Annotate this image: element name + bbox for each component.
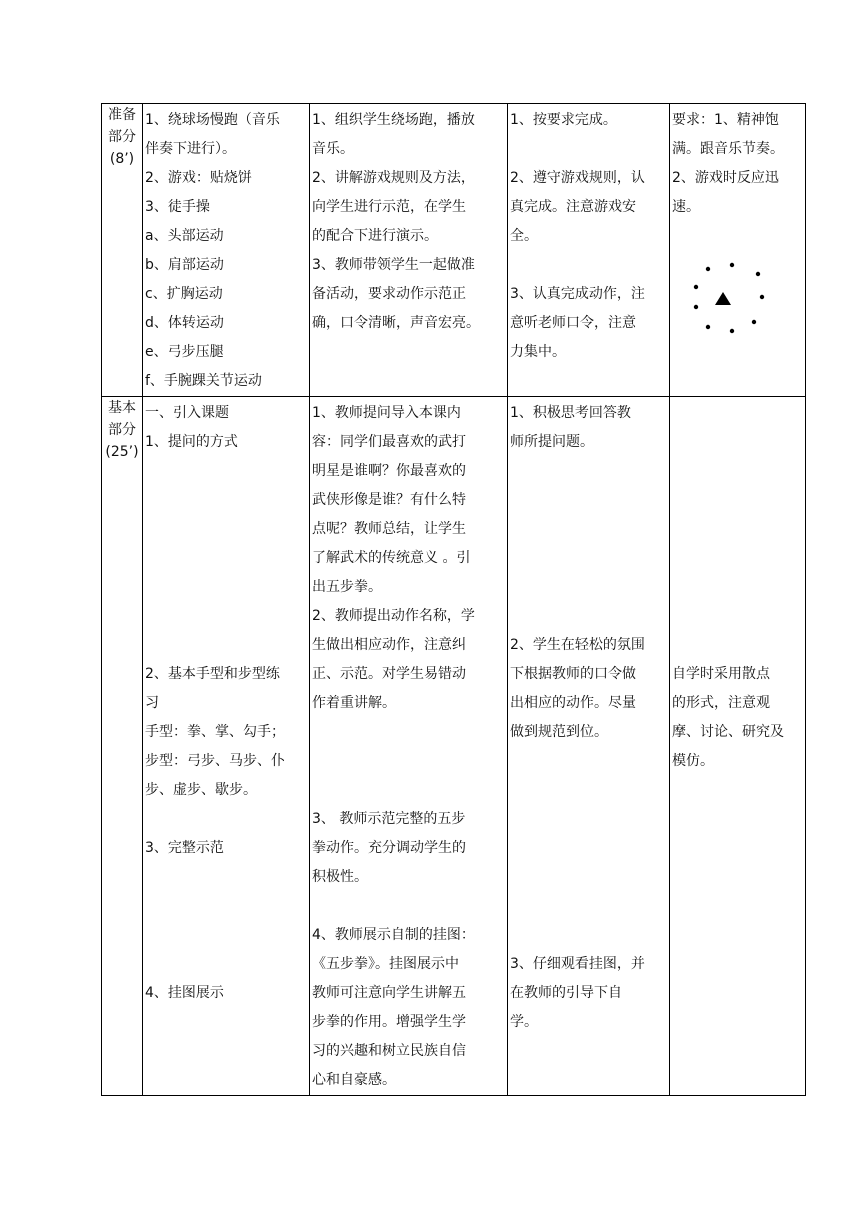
section-title-line: 基本 xyxy=(108,400,136,416)
text-line: 自学时采用散点 xyxy=(672,666,770,682)
prep-requirement-cell xyxy=(670,104,806,397)
text-line xyxy=(510,776,669,805)
text-line: 2、学生在轻松的氛围 xyxy=(510,637,645,653)
text-line: 3、徒手操 xyxy=(145,199,210,215)
text-line: 1、按要求完成。 xyxy=(510,112,617,128)
text-line: 点呢？教师总结，让学生 xyxy=(312,521,466,537)
text-line: 教师可注意向学生讲解五 xyxy=(312,985,466,1001)
text-line xyxy=(145,544,309,573)
text-line: 2、讲解游戏规则及方法， xyxy=(312,170,475,186)
text-line: 武侠形像是谁？有什么特 xyxy=(312,492,466,508)
prep-student-cell xyxy=(508,104,670,397)
text-line xyxy=(312,718,507,747)
text-line: 满。跟音乐节奏。 xyxy=(672,141,784,157)
text-line: 1、绕球场慢跑（音乐 xyxy=(145,112,280,128)
text-line xyxy=(510,135,669,164)
text-line: 学。 xyxy=(510,1014,538,1030)
text-line xyxy=(510,747,669,776)
text-line: 容：同学们最喜欢的武打 xyxy=(312,434,466,450)
text-line: b、肩部运动 xyxy=(145,257,224,273)
section-title-line: 准备 xyxy=(108,107,136,123)
text-line xyxy=(510,573,669,602)
text-line: 《五步拳》。挂图展示中 xyxy=(312,956,459,972)
text-line: 2、游戏时反应迅 xyxy=(672,170,779,186)
text-line: 师所提问题。 xyxy=(510,434,594,450)
text-line: 的配合下进行演示。 xyxy=(312,228,438,244)
text-line xyxy=(145,631,309,660)
lesson-plan-table xyxy=(101,103,806,1096)
formation-diagram-icon xyxy=(685,262,775,342)
section-title-line: (8’) xyxy=(109,151,135,167)
text-line: 音乐。 xyxy=(312,141,354,157)
text-line: f、手腕踝关节运动 xyxy=(145,373,262,389)
text-line: 真完成。注意游戏安 xyxy=(510,199,636,215)
text-line: 意听老师口令，注意 xyxy=(510,315,636,331)
text-line xyxy=(145,921,309,950)
text-line: 做到规范到位。 xyxy=(510,724,608,740)
text-line xyxy=(672,573,805,602)
text-line: 拳动作。充分调动学生的 xyxy=(312,840,466,856)
text-line: 2、基本手型和步型练 xyxy=(145,666,280,682)
text-line: 3、仔细观看挂图，并 xyxy=(510,956,645,972)
text-line: 1、教师提问导入本课内 xyxy=(312,405,461,421)
main-teacher-cell xyxy=(310,397,508,1096)
text-line: 模仿。 xyxy=(672,753,714,769)
section-title-prep xyxy=(102,104,143,397)
text-line: 作着重讲解。 xyxy=(312,695,396,711)
text-line xyxy=(145,457,309,486)
text-line: 4、教师展示自制的挂图： xyxy=(312,927,475,943)
text-line: 3、认真完成动作，注 xyxy=(510,286,645,302)
text-line: 2、游戏：贴烧饼 xyxy=(145,170,252,186)
text-line xyxy=(145,892,309,921)
text-line xyxy=(510,486,669,515)
text-line xyxy=(672,457,805,486)
section-title-line: 部分 xyxy=(108,129,136,145)
text-line xyxy=(145,515,309,544)
main-student-cell xyxy=(508,397,670,1096)
text-line xyxy=(145,805,309,834)
prep-teacher-cell xyxy=(310,104,508,397)
text-line xyxy=(672,486,805,515)
text-line: 确，口令清晰，声音宏亮。 xyxy=(312,315,480,331)
text-line: 2、遵守游戏规则，认 xyxy=(510,170,645,186)
text-line: 摩、讨论、研究及 xyxy=(672,724,784,740)
text-line: 一、引入课题 xyxy=(145,405,229,421)
text-line xyxy=(510,251,669,280)
text-line: a、头部运动 xyxy=(145,228,224,244)
text-line: 要求：1、精神饱 xyxy=(672,112,779,128)
text-line: 出相应的动作。尽量 xyxy=(510,695,636,711)
text-line: 习的兴趣和树立民族自信 xyxy=(312,1043,466,1059)
text-line xyxy=(510,544,669,573)
section-title-line: (25’) xyxy=(105,444,139,460)
text-line xyxy=(510,805,669,834)
main-content-cell xyxy=(143,397,310,1096)
text-line: 步、虚步、歇步。 xyxy=(145,782,257,798)
text-line: 伴奏下进行）。 xyxy=(145,141,236,157)
text-line xyxy=(672,399,805,428)
text-line xyxy=(510,863,669,892)
table-row-prep xyxy=(102,104,806,397)
text-line: 习 xyxy=(145,695,159,711)
prep-content-cell xyxy=(143,104,310,397)
text-line xyxy=(312,892,507,921)
text-line: 明星是谁啊？你最喜欢的 xyxy=(312,463,466,479)
text-line: 在教师的引导下自 xyxy=(510,985,622,1001)
text-line: 向学生进行示范，在学生 xyxy=(312,199,466,215)
text-line: 心和自豪感。 xyxy=(312,1072,396,1088)
text-line: 2、教师提出动作名称，学 xyxy=(312,608,475,624)
text-line: 步型：弓步、马步、仆 xyxy=(145,753,285,769)
text-line xyxy=(510,892,669,921)
text-line: e、弓步压腿 xyxy=(145,344,224,360)
text-line xyxy=(510,921,669,950)
text-line xyxy=(312,747,507,776)
text-line: 1、提问的方式 xyxy=(145,434,238,450)
text-line: 下根据教师的口令做 xyxy=(510,666,636,682)
text-line xyxy=(672,515,805,544)
text-line xyxy=(510,515,669,544)
text-line: c、扩胸运动 xyxy=(145,286,223,302)
text-line: 4、挂图展示 xyxy=(145,985,224,1001)
text-line: 生做出相应动作，注意纠 xyxy=(312,637,466,653)
text-line xyxy=(145,573,309,602)
text-line xyxy=(672,602,805,631)
main-requirement-cell xyxy=(670,397,806,1096)
text-line xyxy=(145,863,309,892)
section-title-line: 部分 xyxy=(108,422,136,438)
table-row-main xyxy=(102,397,806,1096)
text-line xyxy=(145,950,309,979)
text-line xyxy=(510,602,669,631)
text-line: 速。 xyxy=(672,199,700,215)
text-line xyxy=(672,428,805,457)
text-line: 1、积极思考回答教 xyxy=(510,405,631,421)
text-line: 积极性。 xyxy=(312,869,368,885)
text-line xyxy=(510,834,669,863)
text-line: 3、 教师示范完整的五步 xyxy=(312,811,466,827)
text-line xyxy=(672,631,805,660)
text-line: 手型：拳、掌、勾手； xyxy=(145,724,285,740)
text-line: 出五步拳。 xyxy=(312,579,382,595)
text-line: 了解武术的传统意义 。引 xyxy=(312,550,471,566)
text-line: 力集中。 xyxy=(510,344,566,360)
text-line xyxy=(510,457,669,486)
section-title-main xyxy=(102,397,143,1096)
text-line xyxy=(312,776,507,805)
text-line: 步拳的作用。增强学生学 xyxy=(312,1014,466,1030)
text-line: 3、完整示范 xyxy=(145,840,224,856)
text-line: 全。 xyxy=(510,228,538,244)
text-line xyxy=(145,486,309,515)
text-line xyxy=(672,544,805,573)
text-line: 1、组织学生绕场跑，播放 xyxy=(312,112,475,128)
text-line: d、体转运动 xyxy=(145,315,224,331)
text-line: 的形式，注意观 xyxy=(672,695,770,711)
text-line: 3、教师带领学生一起做准 xyxy=(312,257,475,273)
text-line: 备活动，要求动作示范正 xyxy=(312,286,466,302)
text-line: 正、示范。对学生易错动 xyxy=(312,666,466,682)
text-line xyxy=(145,602,309,631)
